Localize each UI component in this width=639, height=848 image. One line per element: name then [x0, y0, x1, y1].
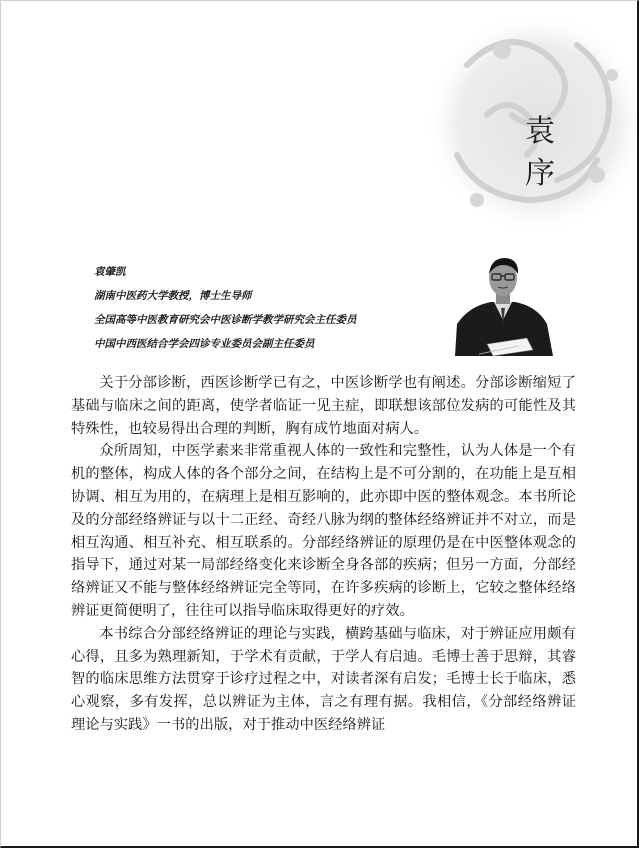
author-title-line-2: 全国高等中医教育研究会中医诊断学教学研究会主任委员: [94, 314, 357, 326]
title-char-1: 袁: [525, 114, 557, 149]
author-name: 袁肇凯: [94, 266, 126, 278]
decorative-ornament-icon: [407, 5, 639, 255]
preface-body: [71, 372, 576, 737]
title-char-2: 序: [525, 156, 557, 191]
preface-title: [525, 111, 585, 195]
author-portrait-icon: [449, 254, 557, 356]
paragraph-3: 本书综合分部经络辨证的理论与实践，横跨基础与临床，对于辨证应用颇有心得，且多为熟理新知，于学术有贡献，于学人有启迪。毛博士善于思辩，其睿智的临床思维方法贯穿于诊疗过程之中，对读者深有启发；毛博士长于临床，悉心观察，多有发挥，总以辨证为主体，言之有理有据。我相信，《分部经络辨证理论与实践》一书的出版，对于推动中医经络辨证: [71, 625, 576, 733]
paragraph-1: 关于分部诊断，西医诊断学已有之，中医诊断学也有阐述。分部诊断缩短了基础与临床之间的距离，使学者临证一见主症，即联想该部位发病的可能性及其特殊性，也较易得出合理的判断，胸有成竹地面对病人。: [71, 375, 576, 437]
author-title-line-1: 湖南中医药大学教授，博士生导师: [94, 290, 252, 302]
author-title-line-3: 中国中西医结合学会四诊专业委员会副主任委员: [94, 338, 315, 350]
paragraph-2: 众所周知，中医学素来非常重视人体的一致性和完整性，认为人体是一个有机的整体，构成人体的各个部分之间，在结构上是不可分割的，在功能上是互相协调、相互为用的，在病理上是相互影响的，此亦即中医的整体观念。本书所论及的分部经络辨证与以十二正经、奇经八脉为纲的整体经络辨证并不对立，而是相互沟通、相互补充、相互联系的。分部经络辨证的原理仍是在中医整体观念的指导下，通过对某一局部经络变化来诊断全身各部的疾病；但另一方面，分部经络辨证又不能与整体经络辨证完全等同，在许多疾病的诊断上，它较之整体经络辨证更简便明了，往往可以指导临床取得更好的疗效。: [71, 443, 576, 619]
author-info: [94, 260, 357, 356]
